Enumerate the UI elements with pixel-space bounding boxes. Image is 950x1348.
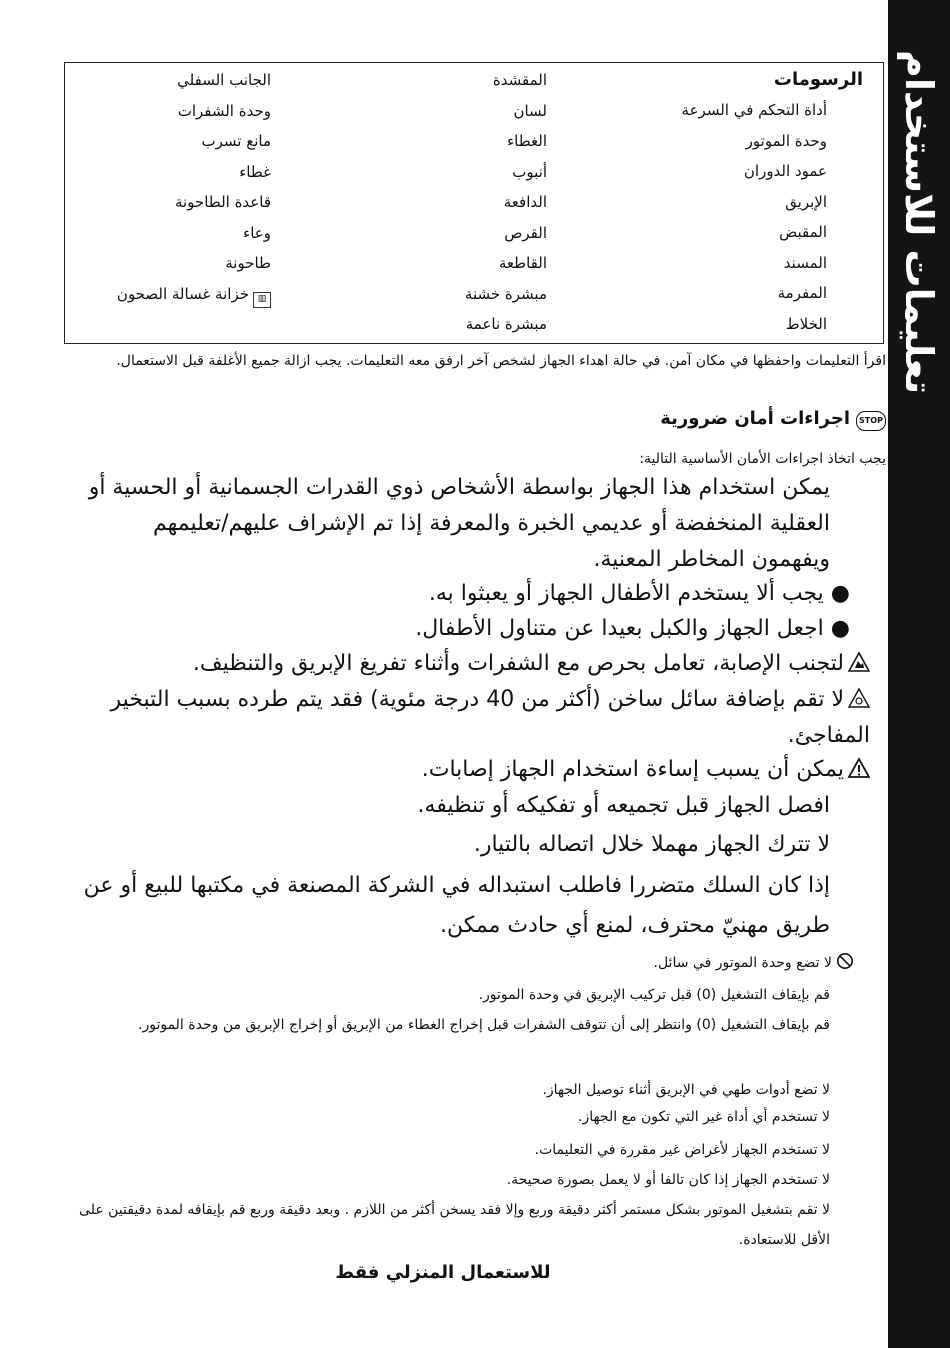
bullet-icon: ● [823,581,850,606]
note-text: لا تضع وحدة الموتور في سائل. [653,955,832,971]
warning-item [70,752,886,788]
warning-item [70,682,886,754]
stop-icon: STOP [856,411,886,431]
legend-item: لسان [513,101,547,120]
legend-item: الدافعة [503,193,547,211]
legend-item: الغطاء [507,132,547,150]
legend-item: المفرمة [777,284,827,302]
legend-item: المقبض [779,223,827,241]
bullet-item [70,576,886,612]
hand-warning-icon [848,651,870,673]
dishwasher-icon: ▥ [253,292,271,308]
safety-title: اجراءات أمان ضرورية [660,408,850,429]
safety-paragraph: يمكن استخدام هذا الجهاز بواسطة الأشخاص ذوي القدرات الجسمانية أو الحسية أو العقلية المنخفضة أو عديمي الخبرة والمعرفة إذا تم الإشراف عليهم/تعليمهم ويفهمون المخاطر المعنية. [88,475,830,572]
legend-item: عمود الدوران [743,162,827,180]
legend-box [64,62,884,344]
legend-item: مبشرة خشنة [464,284,547,303]
sidebar-title: تعليمات للاستخدام [897,50,941,395]
legend-item: طاحونة [225,254,271,272]
bullet-text: يجب ألا يستخدم الأطفال الجهاز أو يعبثوا به. [428,581,824,606]
legend-item: الخلاط [785,314,827,333]
note-item: لا تستخدم الجهاز إذا كان تالفا أو لا يعمل بصورة صحيحة. [506,1172,830,1188]
legend-item: المقشدة [492,71,547,89]
exclamation-warning-icon [848,757,870,779]
note-item: قم بإيقاف التشغيل (0) قبل تركيب الإبريق في وحدة الموتور. [478,987,830,1003]
warning-text: يمكن أن يسبب إساءة استخدام الجهاز إصابات. [421,757,844,782]
legend-item: المسند [783,253,827,272]
note-item: لا تقم بتشغيل الموتور بشكل مستمر أكثر دقيقة وربع وإلا فقد يسخن أكثر من اللازم . وبعد دقيقة وربع قم بإيقافه لمدة دقيقتين على الأقل للاستعادة. [79,1202,830,1248]
intro-text: اقرأ التعليمات واحفظها في مكان آمن. في حالة اهداء الجهاز لشخص آخر ارفق معه التعليمات. يجب ازالة جميع الأغلفة قبل الاستعمال. [116,353,886,369]
bullet-text: اجعل الجهاز والكبل بعيدا عن متناول الأطفال. [415,616,824,641]
legend-item-dishwasher [117,285,271,316]
safety-paragraph: افصل الجهاز قبل تجميعه أو تفكيكه أو تنظيفه. [417,793,830,818]
legend-item: الإبريق [785,192,827,211]
legend-item: الجانب السفلي [177,71,271,89]
legend-column-3 [117,71,271,315]
legend-item-label: خزانة غسالة الصحون [116,284,249,303]
legend-title: الرسومات [773,69,863,90]
legend-item: أنبوب [512,162,547,181]
bullet-item [70,611,886,647]
safety-paragraph: لا تترك الجهاز مهملا خلال اتصاله بالتيار. [473,832,830,857]
legend-item: وحدة الموتور [745,131,827,150]
note-item: لا تضع أدوات طهي في الإبريق أثناء توصيل الجهاز. [542,1082,830,1098]
legend-column-2 [465,71,547,346]
bullet-icon: ● [823,616,850,641]
safety-subtitle: يجب اتخاذ اجراءات الأمان الأساسية التالية: [639,451,886,467]
safety-heading [70,408,886,431]
warning-text: لا تقم بإضافة سائل ساخن (أكثر من 40 درجة مئوية) فقد يتم طرده بسبب التبخير المفاجئ. [110,687,870,748]
note-item: لا تستخدم أي أداة غير التي تكون مع الجهاز. [578,1109,830,1125]
warning-item [70,646,886,682]
legend-item: القرص [504,223,547,242]
warning-text: لتجنب الإصابة، تعامل بحرص مع الشفرات وأثناء تفريغ الإبريق والتنظيف. [192,651,844,676]
note-item: قم بإيقاف التشغيل (0) وانتظر إلى أن تتوقف الشفرات قبل إخراج الغطاء من الإبريق أو إخراج الإبريق من وحدة الموتور. [138,1017,830,1033]
legend-column-1 [682,101,827,345]
note-item: لا تستخدم الجهاز لأغراض غير مقررة في التعليمات. [534,1142,830,1158]
legend-item: وعاء [243,223,271,242]
legend-item: مانع تسرب [201,132,271,150]
safety-paragraph: إذا كان السلك متضررا فاطلب استبداله في الشركة المصنعة في مكتبها للبيع أو عن طريق مهنيّ محترف، لمنع أي حادث ممكن. [83,873,830,938]
sidebar [888,0,950,1348]
no-immersion-icon [836,952,854,970]
legend-item: وحدة الشفرات [177,101,271,120]
footer-title: للاستعمال المنزلي فقط [335,1262,551,1283]
legend-item: مبشرة ناعمة [465,315,547,333]
legend-item: قاعدة الطاحونة [174,193,271,211]
legend-item: غطاء [239,162,271,181]
legend-item: القاطعة [498,254,547,272]
note-item [70,948,886,978]
legend-item: أداة التحكم في السرعة [681,101,827,119]
hot-liquid-warning-icon [848,687,870,709]
